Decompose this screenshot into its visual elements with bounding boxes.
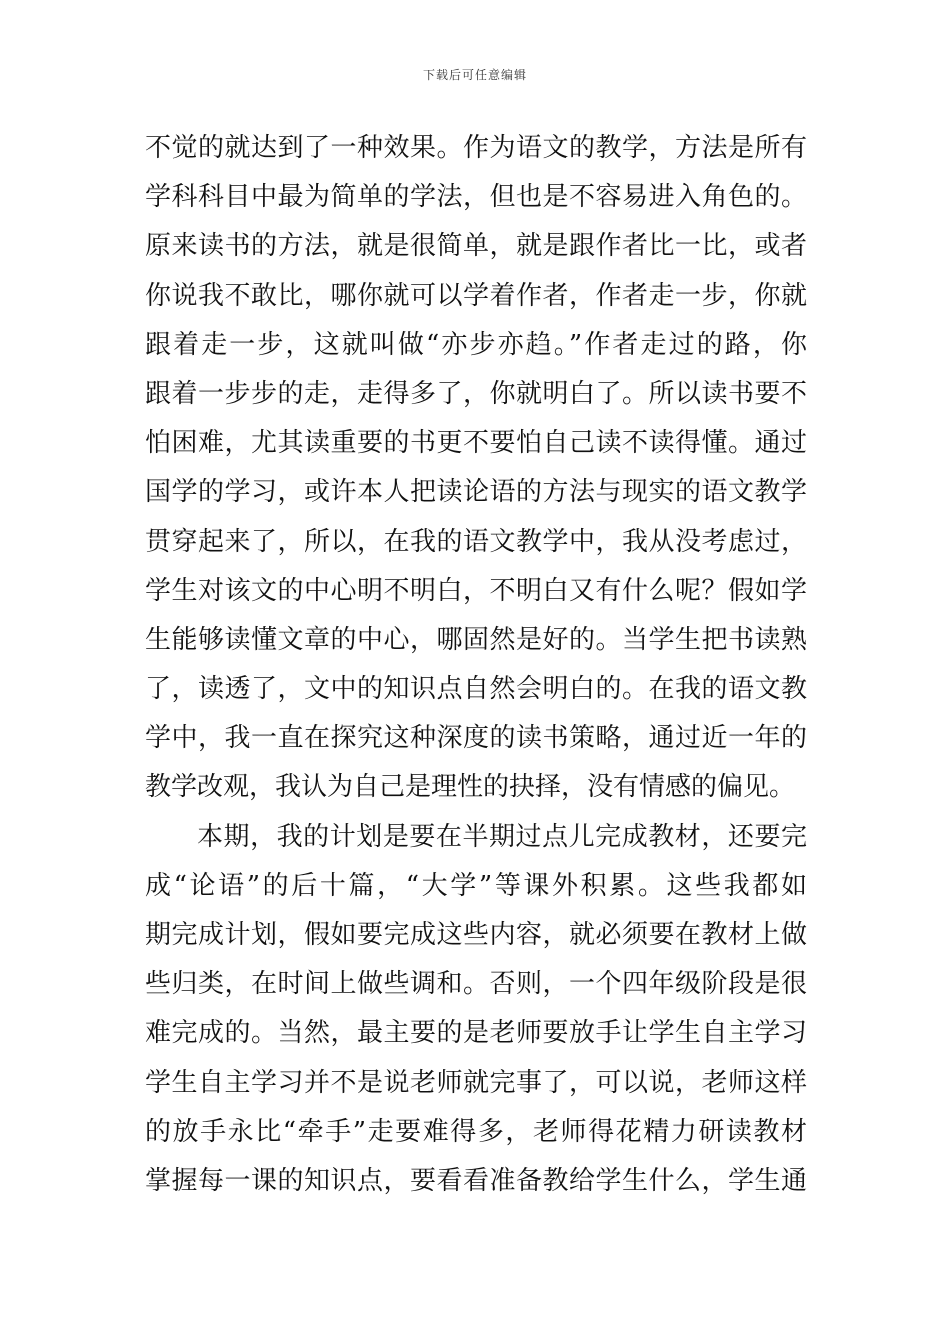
text-line: 学生对该文的中心明不明白，不明白又有什么呢？假如学 — [145, 575, 807, 606]
text-line: 掌握每一课的知识点，要看看准备教给学生什么，学生通 — [145, 1165, 807, 1196]
text-line: 生能够读懂文章的中心，哪固然是好的。当学生把书读熟 — [145, 624, 807, 655]
paragraph-1 — [145, 124, 807, 813]
text-line: 贯穿起来了，所以，在我的语文教学中，我从没考虑过， — [145, 526, 807, 557]
text-line: 教学改观，我认为自己是理性的抉择，没有情感的偏见。 — [145, 772, 796, 803]
paragraph-2 — [145, 813, 807, 1207]
text-line: 学科科目中最为简单的学法，但也是不容易进入角色的。 — [145, 182, 807, 213]
text-line: 不觉的就达到了一种效果。作为语文的教学，方法是所有 — [145, 133, 807, 163]
text-line: 了，读透了，文中的知识点自然会明白的。在我的语文教 — [145, 674, 807, 705]
text-line: 成“论语”的后十篇，“大学”等课外积累。这些我都如 — [145, 870, 807, 901]
text-line: 的放手永比“牵手”走要难得多，老师得花精力研读教材 — [145, 1116, 807, 1147]
text-line: 原来读书的方法，就是很简单，就是跟作者比一比，或者 — [145, 231, 807, 262]
text-line: 学生自主学习并不是说老师就完事了，可以说，老师这样 — [145, 1067, 807, 1098]
text-line: 本期，我的计划是要在半期过点儿完成教材，还要完 — [197, 821, 807, 852]
text-line: 跟着一步步的走，走得多了，你就明白了。所以读书要不 — [145, 378, 807, 409]
document-body — [145, 124, 807, 1206]
text-line: 你说我不敢比，哪你就可以学着作者，作者走一步，你就 — [145, 280, 807, 311]
text-line: 怕困难，尤其读重要的书更不要怕自己读不读得懂。通过 — [145, 428, 807, 459]
text-line: 期完成计划，假如要完成这些内容，就必须要在教材上做 — [145, 920, 807, 950]
text-line: 些归类，在时间上做些调和。否则，一个四年级阶段是很 — [145, 969, 807, 1000]
page-header: 下载后可任意编辑 — [422, 68, 527, 82]
text-line: 国学的学习，或许本人把读论语的方法与现实的语文教学 — [145, 477, 807, 508]
text-line: 跟着走一步，这就叫做“亦步亦趋。”作者走过的路，你 — [145, 329, 807, 360]
text-line: 学中，我一直在探究这种深度的读书策略，通过近一年的 — [145, 723, 807, 754]
text-line: 难完成的。当然，最主要的是老师要放手让学生自主学习 — [145, 1018, 807, 1049]
